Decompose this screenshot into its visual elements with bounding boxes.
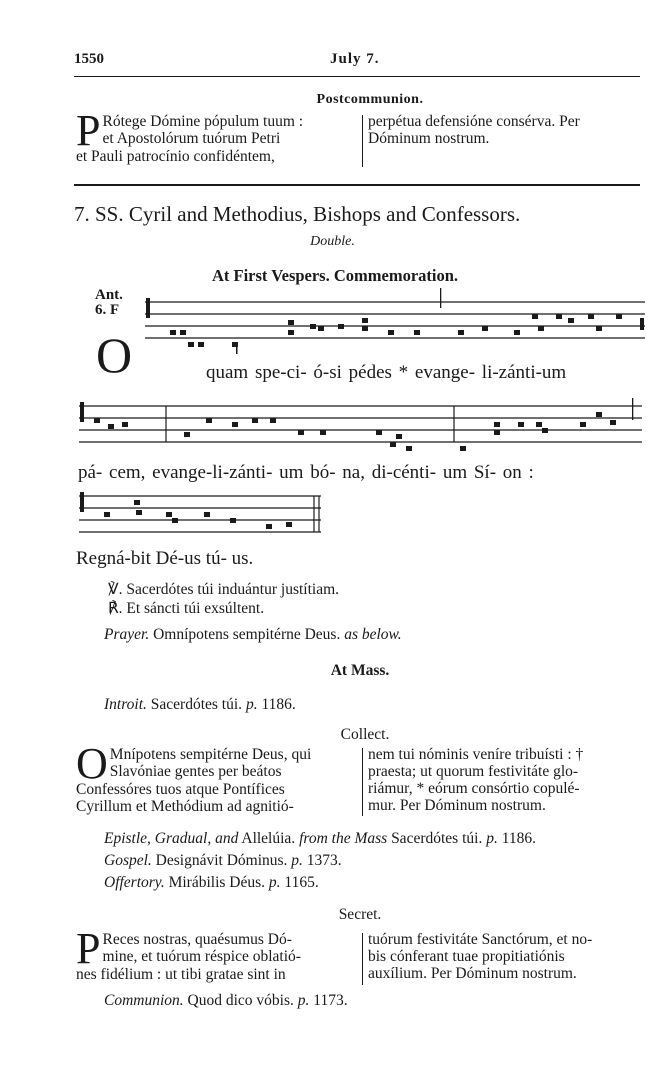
collect-right-line-2: praesta; ut quorum festivitáte glo- [368,763,579,780]
mode-label [95,288,123,318]
prayer-line [104,626,402,644]
epistle-label: Epistle, Gradual, and [104,830,239,847]
collect-line-1: Mnípotens sempitérne Deus, qui [109,746,312,763]
mode-label-ant: Ant. [95,287,123,303]
postcommunion-line-3: et Pauli patrocínio confidéntem, [76,148,275,165]
postcommunion-right-column [368,113,640,147]
staff-3 [76,488,326,538]
secret-line-1: Reces nostras, quaésumus Dó- [102,931,292,948]
feast-title: 7. SS. Cyril and Methodius, Bishops and Confessors. [74,202,521,226]
clef-mark-3 [80,492,84,512]
offertory-label: Offertory. [104,874,165,891]
collect-right-line-3: riámur, * eórum consórtio copulé- [368,780,580,797]
postcommunion-line-1: Rótege Dómine pópulum tuum : [102,113,304,130]
versicle-line [108,580,339,599]
collect-line-3: Confessóres tuos atque Pontífices [76,781,285,798]
prayer-ref: as below. [344,626,402,643]
communion-text: Quod dico vóbis. [187,992,294,1009]
postcommunion-initial: P [76,106,101,155]
section-rule [74,184,640,186]
gospel-p: p. [291,852,303,869]
versicle-mark: ℣. [108,581,123,598]
gospel-page: 1373. [306,852,342,869]
collect-divider [362,748,363,816]
introit-line [104,696,296,714]
collect-left-column [76,739,359,815]
chant-initial: O [96,327,133,383]
page-number: 1550 [74,51,104,67]
introit-page: 1186. [261,696,296,713]
clef-mark [146,298,150,318]
epistle-line [104,830,536,848]
prayer-text: Omnípotens sempitérne Deus. [153,626,341,643]
postcommunion-right-line-1: perpétua defensióne consérva. Per [368,113,580,130]
secret-right-line-1: tuórum festivitáte Sanctórum, et no- [368,931,593,948]
collect-right-line-4: mur. Per Dóminum nostrum. [368,797,546,814]
epistle-p: p. [486,830,498,847]
staff-1 [140,286,650,356]
communion-label: Communion. [104,992,184,1009]
collect-line-4: Cyrillum et Methódium ad agnitió- [76,798,294,815]
secret-right-column [368,931,643,982]
collect-heading: Collect. [340,726,390,743]
vespers-heading: At First Vespers. Commemoration. [211,266,459,285]
gospel-label: Gospel. [104,852,152,869]
secret-line-3: nes fidélium : ut tibi gratae sint in [76,966,286,983]
collect-line-2: Slavóniae gentes per beátos [109,763,282,780]
staff-3-neumes [104,500,292,529]
communion-page: 1173. [313,992,348,1009]
secret-left-column [76,924,359,983]
mode-label-number: 6. F [95,302,120,318]
communion-line [104,992,348,1010]
staff-3-lines [79,496,321,532]
secret-divider [362,933,363,985]
introit-p: p. [245,696,258,713]
epistle-page: 1186. [501,830,537,847]
postcommunion-line-2: et Apostolórum tuórum Petri [102,130,281,147]
response-mark: ℟. [108,600,123,617]
secret-line-2: mine, et tuórum réspice oblatió- [102,948,301,965]
collect-right-column [368,746,643,814]
versicle-text: Sacerdótes túi induántur justítiam. [126,581,340,598]
postcommunion-divider [362,115,363,167]
secret-right-line-2: bis cónferant tuae propitiatiónis [368,948,565,965]
introit-label: Introit. [104,696,147,713]
chant-lyrics-1: quam spe-ci- ó-si pédes * evange- li-zánti-um [206,362,567,383]
postcommunion-left-column [76,106,359,165]
offertory-page: 1165. [284,874,319,891]
introit-text: Sacerdótes túi. [150,696,243,713]
running-date: July 7. [330,51,380,67]
secret-right-line-3: auxílium. Per Dóminum nostrum. [368,965,577,982]
staff-2 [76,390,646,460]
header-rule [74,76,640,77]
collect-initial: O [76,739,108,788]
secret-initial: P [76,924,101,973]
offertory-line [104,874,319,892]
collect-right-line-1: nem tui nóminis veníre tribuísti : † [368,746,584,763]
epistle-ref: from the Mass [299,830,388,847]
offertory-text: Mirábilis Déus. [168,874,266,891]
response-text: Et sáncti túi exsúltent. [126,600,265,617]
communion-p: p. [297,992,310,1009]
epistle-text: Allelúia. [241,830,296,847]
postcommunion-heading: Postcommunion. [316,92,424,107]
mass-heading: At Mass. [330,662,390,679]
prayer-label: Prayer. [104,626,150,643]
feast-rank: Double. [310,234,355,249]
gospel-text: Designávit Dóminus. [155,852,288,869]
postcommunion-right-line-2: Dóminum nostrum. [368,130,490,147]
staff-2-lines [79,406,642,442]
secret-heading: Secret. [338,906,382,923]
chant-lyrics-2: pá- cem, evange-li-zánti- um bó- na, di-cénti- um Sí- on : [78,462,534,483]
staff-1-neumes [170,288,644,354]
gospel-line [104,852,342,870]
response-line [108,599,264,618]
clef-mark-2 [80,402,84,422]
epistle-text-2: Sacerdótes túi. [391,830,483,847]
chant-lyrics-3: Regná-bit Dé-us tú- us. [76,548,254,569]
offertory-p: p. [268,874,281,891]
